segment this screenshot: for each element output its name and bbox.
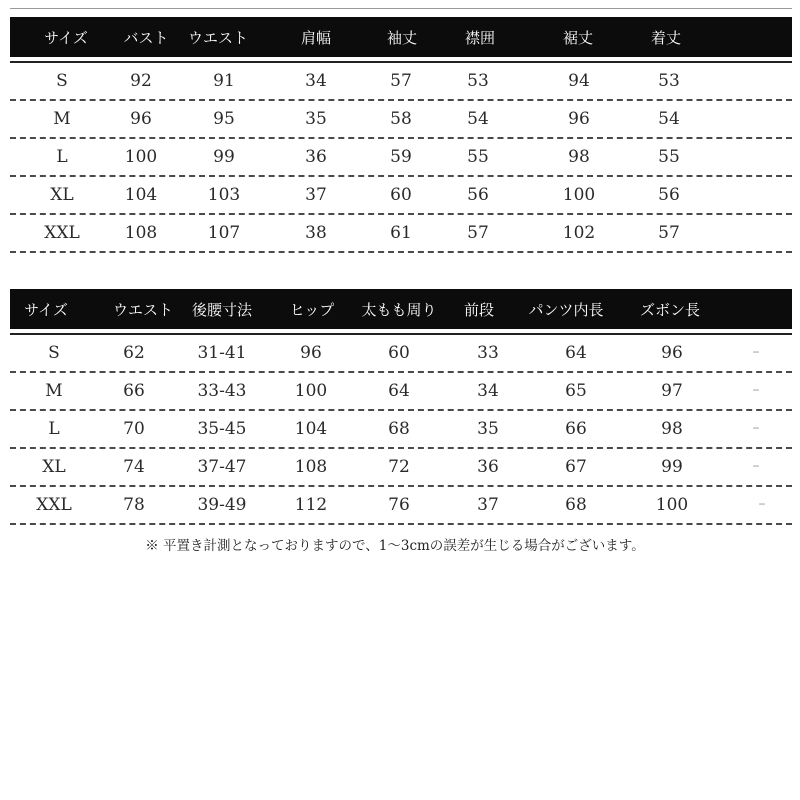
value-cell: 108: [124, 223, 158, 243]
value-cell: 99: [661, 457, 683, 477]
measurement-note: ※ 平置き計測となっておりますので、1～3cmの誤差が生じる場合がございます。: [145, 538, 645, 554]
value-cell: 103: [207, 185, 241, 205]
size-cell: S: [48, 343, 60, 363]
value-cell: 33-43: [197, 381, 247, 401]
value-cell: 67: [565, 457, 587, 477]
table-header: [10, 289, 792, 329]
value-cell: 94: [568, 71, 590, 91]
value-cell: 104: [294, 419, 328, 439]
value-cell: 78: [123, 495, 145, 515]
value-cell: 99: [213, 147, 235, 167]
value-cell: 100: [655, 495, 689, 515]
value-cell: 72: [388, 457, 410, 477]
value-cell: 39-49: [197, 495, 247, 515]
size-cell: M: [45, 381, 63, 401]
header-waist: ウエスト: [187, 29, 249, 47]
header-sleeve: 袖丈: [386, 29, 418, 47]
size-cell: XL: [42, 457, 66, 477]
value-cell: 100: [294, 381, 328, 401]
value-cell: 65: [565, 381, 587, 401]
header-pants-length: ズボン長: [639, 301, 701, 319]
value-cell: 98: [568, 147, 590, 167]
value-cell: 96: [130, 109, 152, 129]
value-cell: 36: [305, 147, 327, 167]
empty-cell-dash: –: [752, 344, 760, 360]
value-cell: 96: [300, 343, 322, 363]
value-cell: 98: [661, 419, 683, 439]
value-cell: 35: [477, 419, 499, 439]
value-cell: 53: [467, 71, 489, 91]
table-row: [10, 101, 792, 139]
value-cell: 35: [305, 109, 327, 129]
value-cell: 59: [390, 147, 412, 167]
value-cell: 104: [124, 185, 158, 205]
table-row: [10, 449, 792, 487]
table-row: [10, 335, 792, 373]
value-cell: 107: [207, 223, 241, 243]
value-cell: 55: [467, 147, 489, 167]
value-cell: 76: [388, 495, 410, 515]
value-cell: 60: [388, 343, 410, 363]
value-cell: 57: [658, 223, 680, 243]
header-length: 着丈: [650, 29, 682, 47]
value-cell: 37: [477, 495, 499, 515]
value-cell: 95: [213, 109, 235, 129]
value-cell: 102: [562, 223, 596, 243]
size-cell: XL: [50, 185, 74, 205]
value-cell: 53: [658, 71, 680, 91]
value-cell: 35-45: [197, 419, 247, 439]
header-size: サイズ: [24, 301, 68, 319]
table-header: [10, 17, 792, 57]
value-cell: 68: [388, 419, 410, 439]
value-cell: 54: [658, 109, 680, 129]
value-cell: 60: [390, 185, 412, 205]
value-cell: 66: [123, 381, 145, 401]
size-cell: S: [56, 71, 68, 91]
header-collar: 襟囲: [464, 29, 496, 47]
value-cell: 68: [565, 495, 587, 515]
table-row: [10, 215, 792, 253]
header-front-rise: 前段: [463, 301, 495, 319]
value-cell: 100: [124, 147, 158, 167]
value-cell: 100: [562, 185, 596, 205]
value-cell: 64: [565, 343, 587, 363]
value-cell: 91: [213, 71, 235, 91]
value-cell: 97: [661, 381, 683, 401]
value-cell: 112: [294, 495, 328, 515]
value-cell: 58: [390, 109, 412, 129]
table-row: [10, 487, 792, 525]
header-bust: バスト: [123, 29, 169, 47]
header-back-waist: 後腰寸法: [191, 301, 253, 319]
table-row: [10, 139, 792, 177]
size-cell: L: [56, 147, 68, 167]
empty-cell-dash: –: [758, 496, 766, 512]
table-row: [10, 177, 792, 215]
table-row: [10, 373, 792, 411]
header-thigh: 太もも周り: [361, 301, 437, 319]
value-cell: 96: [568, 109, 590, 129]
pants-size-table: [10, 289, 792, 525]
empty-cell-dash: –: [752, 382, 760, 398]
value-cell: 34: [477, 381, 499, 401]
value-cell: 96: [661, 343, 683, 363]
table-row: [10, 411, 792, 449]
value-cell: 55: [658, 147, 680, 167]
size-cell: L: [48, 419, 60, 439]
value-cell: 37-47: [197, 457, 247, 477]
size-cell: XXL: [44, 223, 80, 243]
value-cell: 54: [467, 109, 489, 129]
value-cell: 64: [388, 381, 410, 401]
value-cell: 57: [390, 71, 412, 91]
empty-cell-dash: –: [752, 420, 760, 436]
value-cell: 92: [130, 71, 152, 91]
value-cell: 74: [123, 457, 145, 477]
header-waist: ウエスト: [112, 301, 174, 319]
value-cell: 66: [565, 419, 587, 439]
header-size: サイズ: [44, 29, 88, 47]
header-shoulder: 肩幅: [300, 29, 332, 47]
empty-cell-dash: –: [752, 458, 760, 474]
value-cell: 36: [477, 457, 499, 477]
header-inseam: パンツ内長: [528, 301, 604, 319]
value-cell: 37: [305, 185, 327, 205]
value-cell: 38: [305, 223, 327, 243]
value-cell: 61: [390, 223, 412, 243]
value-cell: 108: [294, 457, 328, 477]
value-cell: 33: [477, 343, 499, 363]
tops-size-table: [10, 17, 792, 253]
value-cell: 34: [305, 71, 327, 91]
value-cell: 31-41: [197, 343, 247, 363]
header-hem: 裾丈: [562, 29, 594, 47]
table-row: [10, 63, 792, 101]
top-divider: [10, 8, 792, 9]
size-cell: XXL: [36, 495, 72, 515]
value-cell: 56: [658, 185, 680, 205]
value-cell: 70: [123, 419, 145, 439]
value-cell: 62: [123, 343, 145, 363]
value-cell: 57: [467, 223, 489, 243]
value-cell: 56: [467, 185, 489, 205]
header-hip: ヒップ: [289, 301, 335, 319]
size-cell: M: [53, 109, 71, 129]
